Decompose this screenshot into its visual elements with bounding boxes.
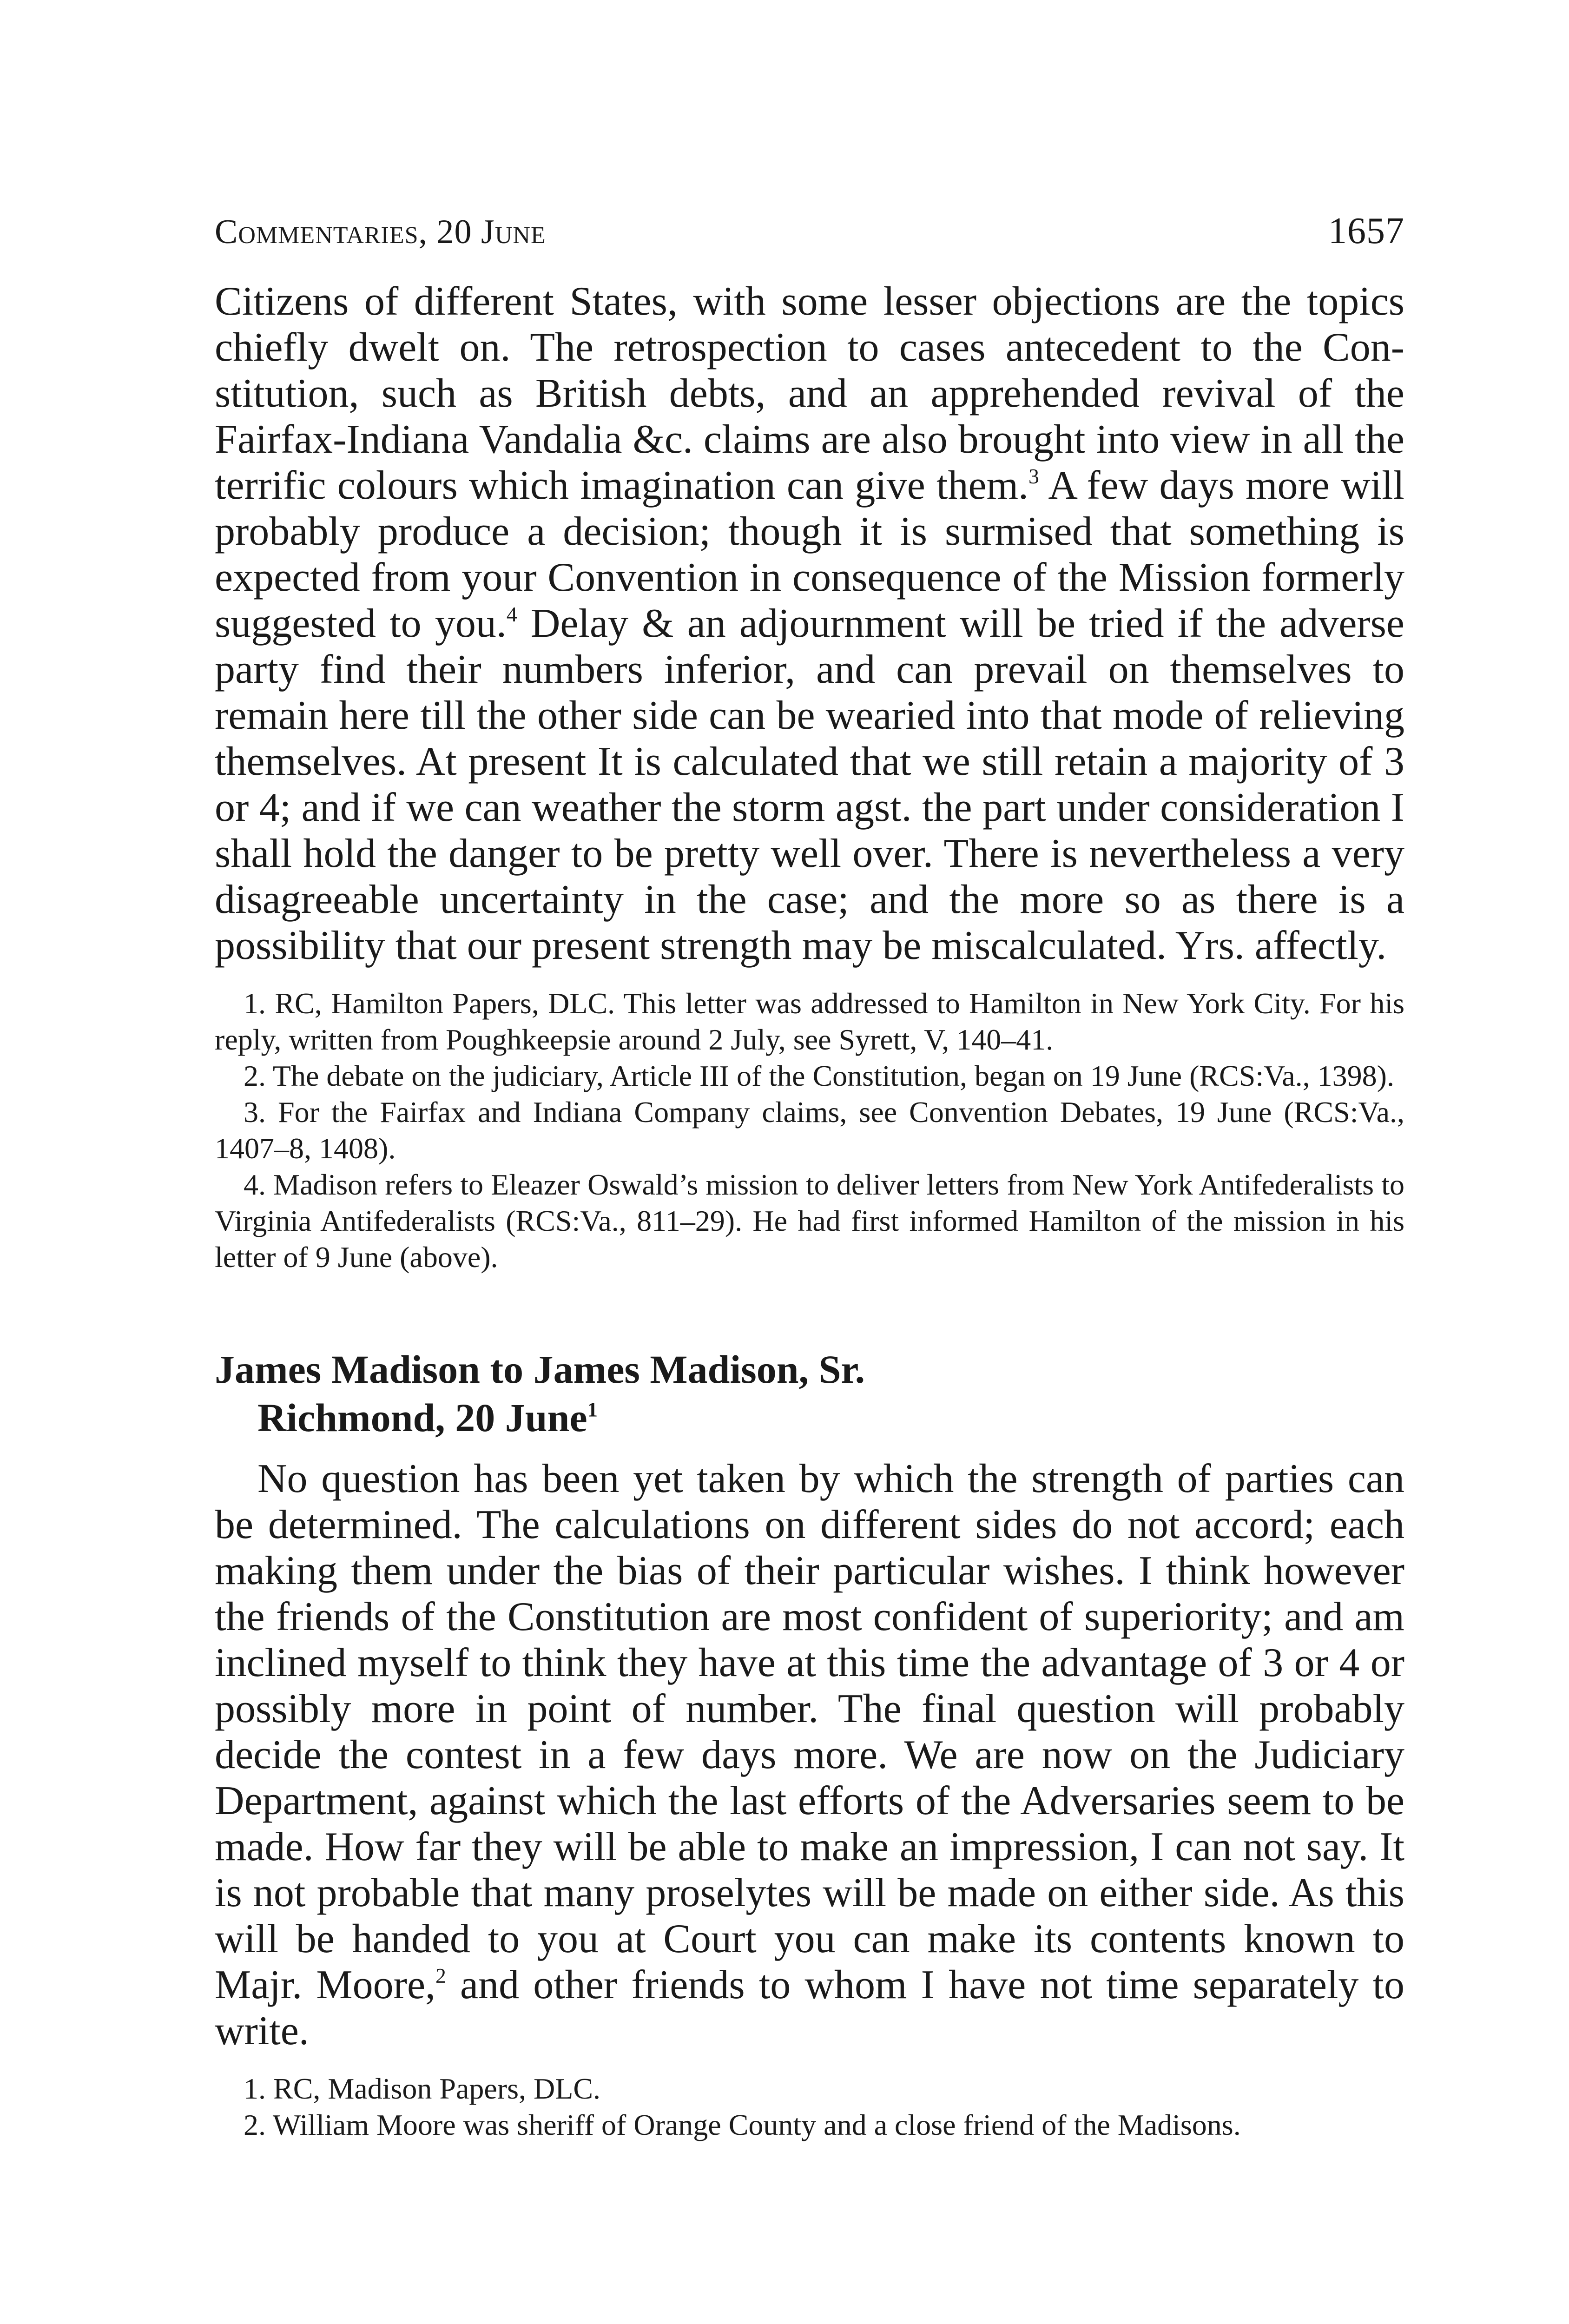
footnote-ref-2: 2 — [435, 1964, 446, 1988]
footnotes-letter2 — [215, 2071, 1404, 2143]
letter-heading-line1: James Madison to James Madison, Sr. — [215, 1347, 865, 1392]
footnote-ref-3: 3 — [1028, 464, 1039, 489]
page — [215, 210, 1404, 2143]
body-segment: Citizens of different States, with some lesser objections are the topics chiefly dwelt on. The retrospection to cases antecedent to the Constitution, such as British debts, and an apprehended revival of the Fairfax-Indiana Vandalia &c. claims are also brought into view in all the terrific colours which imagination can give them. — [215, 279, 1404, 508]
footnote: 1. RC, Hamilton Papers, DLC. This letter was addressed to Hamilton in New York City. For his reply, written from Poughkeepsie around 2 July, see Syrett, V, 140–41. — [215, 987, 1404, 1056]
body-segment: No question has been yet taken by which the strength of parties can be determined. The calculations on different sides do not accord; each making them under the bias of their particular wishes. I think however the friends of the Constitution are most confident of superiority; and am inclined myself to think they have at this time the advantage of 3 or 4 or possibly more in point of number. The final question will probably decide the contest in a few days more. We are now on the Judiciary Department, against which the last efforts of the Adversaries seem to be made. How far they will be able to make an impression, I can not say. It is not probable that many proselytes will be made on either side. As this will be handed to you at Court you can make its contents known to Majr. Moore, — [215, 1456, 1404, 2007]
running-head — [215, 210, 1404, 252]
footnote: 2. The debate on the judiciary, Article III of the Constitution, began on 19 June (RCS:Va., 1398). — [244, 1059, 1394, 1092]
running-head-title: Commentaries, 20 June — [215, 213, 546, 251]
letter-heading-line2 — [215, 1393, 1404, 1442]
letter-heading — [215, 1345, 1404, 1442]
footnote: 1. RC, Madison Papers, DLC. — [244, 2072, 600, 2105]
footnote: 2. William Moore was sheriff of Orange County and a close friend of the Madisons. — [244, 2108, 1241, 2141]
footnote-ref-1: 1 — [587, 1398, 598, 1421]
letter-place-date: Richmond, 20 June — [257, 1395, 587, 1440]
page-number: 1657 — [1328, 211, 1404, 251]
footnote-ref-4: 4 — [506, 602, 517, 627]
footnote: 4. Madison refers to Eleazer Oswald’s mission to deliver letters from New York Antifederalists to Virginia Antifederalists (RCS:Va., 811–29). He had first informed Hamilton of the mission in his letter of 9 June (above). — [215, 1168, 1404, 1274]
footnotes-letter1 — [215, 985, 1404, 1275]
body-segment: Delay & an adjournment will be tried if the adverse party find their numbers inferior, and can prevail on themselves to remain here till the other side can be wearied into that mode of relieving themselves. At present It is calculated that we still retain a majority of 3 or 4; and if we can weather the storm agst. the part under consideration I shall hold the danger to be pretty well over. There is nevertheless a very disagreeable uncertainty in the case; and the more so as there is a possibility that our present strength may be miscalculated. Yrs. affectly. — [215, 601, 1404, 968]
body-segment: A few days more will probably produce a decision; though it is surmised that something is expected from your Convention in consequence of the Mission formerly suggested to you. — [215, 463, 1404, 646]
footnote: 3. For the Fairfax and Indiana Company claims, see Convention Debates, 19 June (RCS:Va., 1407–8, 1408). — [215, 1096, 1404, 1165]
letter-body-text — [215, 1456, 1404, 2054]
body-segment: and other friends to whom I have not time separately to write. — [215, 1962, 1405, 2053]
letter-continuation-text — [215, 278, 1404, 969]
